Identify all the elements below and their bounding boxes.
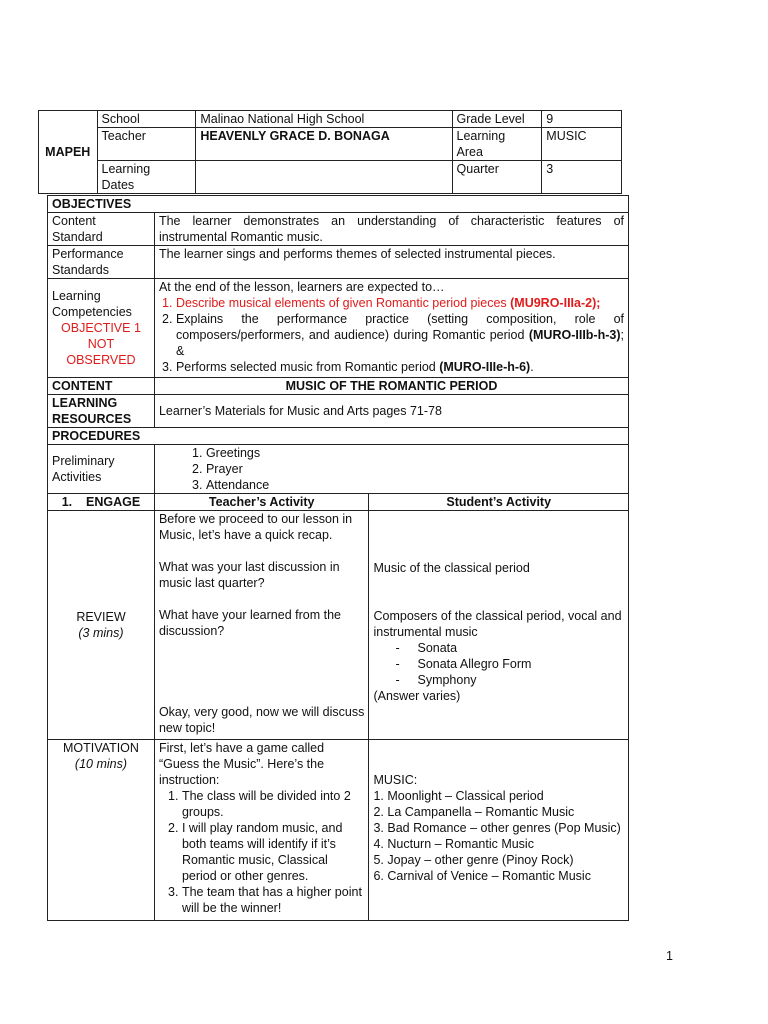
motivation-label: MOTIVATION (10 mins) xyxy=(48,740,155,921)
content-standard-label: Content Standard xyxy=(48,213,155,246)
list-item: 2. Prayer xyxy=(206,461,624,477)
motivation-instructions-list xyxy=(159,788,365,916)
list-item: 1. Greetings xyxy=(206,445,624,461)
preliminary-activities-list xyxy=(159,445,624,493)
preliminary-activities-label: Preliminary Activities xyxy=(48,445,155,494)
area-value: MUSIC xyxy=(542,128,622,161)
motivation-student-activity: MUSIC: 1. Moonlight – Classical period 2. La Campanella – Romantic Music 3. Bad Romance – other genres (Pop Music) 4. Nucturn – Romantic Music 5. Jopay – other genre (Pinoy Rock) 6. Carnival of Venice – Romantic Music xyxy=(369,740,629,921)
teacher-value: HEAVENLY GRACE D. BONAGA xyxy=(196,128,452,161)
competencies-list xyxy=(159,295,624,375)
competency-1: 1. Describe musical elements of given Romantic period pieces (MU9RO-IIIa-2); xyxy=(176,295,624,311)
page-number: 1 xyxy=(666,949,673,963)
objective-not-observed-note: OBJECTIVE 1 NOT OBSERVED xyxy=(61,321,141,367)
grade-label: Grade Level xyxy=(452,111,542,128)
learning-resources-value: Learner’s Materials for Music and Arts pages 71-78 xyxy=(154,395,628,428)
grade-value: 9 xyxy=(542,111,622,128)
competency-2: 2. Explains the performance practice (setting composition, role of composers/performers, and audience) during Romantic period (MURO-IIIb-h-3); & xyxy=(176,311,624,359)
content-label: CONTENT xyxy=(48,378,155,395)
objectives-heading: OBJECTIVES xyxy=(48,196,629,213)
content-standard-text: The learner demonstrates an understanding of characteristic features of instrumental Romantic music. xyxy=(154,213,628,246)
review-label: REVIEW (3 mins) xyxy=(48,511,155,740)
list-item: 1. The class will be divided into 2 groups. xyxy=(182,788,365,820)
list-item: - Sonata xyxy=(417,640,624,656)
list-item: 4. Nucturn – Romantic Music xyxy=(373,837,534,851)
list-item: 2. I will play random music, and both teams will identify if it’s Romantic music, Classical period or other genres. xyxy=(182,820,365,884)
list-item: 3. The team that has a higher point will be the winner! xyxy=(182,884,365,916)
list-item: 3. Attendance xyxy=(206,477,624,493)
procedures-heading: PROCEDURES xyxy=(48,428,629,445)
list-item: - Sonata Allegro Form xyxy=(417,656,624,672)
lesson-plan-table xyxy=(47,195,629,921)
engage-label: 1. ENGAGE xyxy=(48,494,155,511)
competency-3: 3. Performs selected music from Romantic period (MURO-IIIe-h-6). xyxy=(176,359,624,375)
quarter-value: 3 xyxy=(542,161,622,194)
dates-label: Learning Dates xyxy=(97,161,196,194)
quarter-label: Quarter xyxy=(452,161,542,194)
review-answer-list xyxy=(373,640,624,688)
student-activity-heading: Student’s Activity xyxy=(369,494,629,511)
teacher-label: Teacher xyxy=(97,128,196,161)
motivation-teacher-activity: First, let’s have a game called “Guess the Music”. Here’s the instruction: 1. The class will be divided into 2 groups. 2. I will play random music, and both teams will identify if it’s Romantic music, Classical period or other genres. 3. The team that has a higher point will be the winner! xyxy=(154,740,369,921)
list-item: 2. La Campanella – Romantic Music xyxy=(373,805,575,819)
competencies-text: At the end of the lesson, learners are expected to… 1. Describe musical elements of given Romantic period pieces (MU9RO-IIIa-2); 2. Explains the performance practice (setting composition, role of composers/performers, and audience) during Romantic period (MURO-IIIb-h-3); & 3. Performs selected music from Romantic period (MURO-IIIe-h-6). xyxy=(154,279,628,378)
content-value: MUSIC OF THE ROMANTIC PERIOD xyxy=(154,378,628,395)
list-item: 1. Moonlight – Classical period xyxy=(373,789,544,803)
school-label: School xyxy=(97,111,196,128)
review-teacher-activity: Before we proceed to our lesson in Music, let’s have a quick recap. What was your last discussion in music last quarter? What have your learned from the discussion? Okay, very good, now we will discuss new topic! xyxy=(154,511,369,740)
preliminary-activities-list-cell xyxy=(154,445,628,494)
list-item: 5. Jopay – other genre (Pinoy Rock) xyxy=(373,853,574,867)
learning-competencies-label: Learning Competencies OBJECTIVE 1 NOT OBSERVED xyxy=(48,279,155,378)
header-table xyxy=(38,110,622,194)
area-label: Learning Area xyxy=(452,128,542,161)
school-value: Malinao National High School xyxy=(196,111,452,128)
review-student-activity: Music of the classical period Composers of the classical period, vocal and instrumental music - Sonata - Sonata Allegro Form - Symphony (Answer varies) xyxy=(369,511,629,740)
teacher-activity-heading: Teacher’s Activity xyxy=(154,494,369,511)
dates-value xyxy=(196,161,452,194)
list-item: - Symphony xyxy=(417,672,624,688)
performance-standards-label: Performance Standards xyxy=(48,246,155,279)
list-item: 6. Carnival of Venice – Romantic Music xyxy=(373,869,591,883)
subject-cell: MAPEH xyxy=(39,111,98,194)
list-item: 3. Bad Romance – other genres (Pop Music) xyxy=(373,821,621,835)
performance-standard-text: The learner sings and performs themes of selected instrumental pieces. xyxy=(154,246,628,279)
learning-resources-label: LEARNING RESOURCES xyxy=(48,395,155,428)
